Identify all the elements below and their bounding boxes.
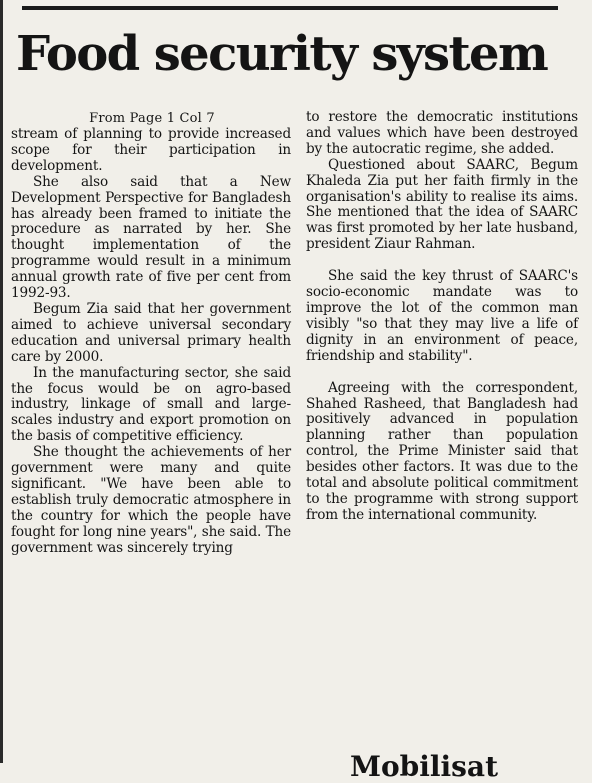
headline: Food security system bbox=[16, 26, 548, 82]
paragraph: to restore the democratic institutions and values which have been destroyed by the autocratic regime, she added. bbox=[306, 109, 578, 157]
paragraph: She also said that a New Development Perspective for Bangladesh has already been framed to initiate the procedure as narrated by her. She thought implementation of the programme would result in a minimum annual growth rate of five per cent from 1992-93. bbox=[11, 173, 291, 302]
article-column-right bbox=[306, 110, 578, 524]
paragraph: stream of planning to provide increased scope for their participation in development. bbox=[11, 126, 291, 174]
paragraph: In the manufacturing sector, she said the focus would be on agro-based industry, linkage of small and large-scales industry and export promotion on the basis of competitive efficiency. bbox=[11, 364, 291, 445]
article-column-left bbox=[11, 111, 291, 556]
paragraph: Questioned about SAARC, Begum Khaleda Zia put her faith firmly in the organisation's ability to realise its aims. She mentioned that the idea of SAARC was first promoted by her late husband, president Ziaur Rahman. bbox=[306, 156, 578, 253]
next-article-headline: Mobilisat bbox=[350, 750, 498, 783]
paragraph: Begum Zia said that her government aimed to achieve universal secondary education and universal primary health care by 2000. bbox=[11, 300, 291, 365]
jump-line: From Page 1 Col 7 bbox=[89, 111, 215, 126]
paragraph: She said the key thrust of SAARC's socio-economic mandate was to improve the lot of the common man visibly "so that they may live a life of dignity in an environment of peace, friendship and stability". bbox=[306, 268, 578, 364]
top-rule bbox=[22, 6, 558, 10]
paragraph: Agreeing with the correspondent, Shahed Rasheed, that Bangladesh had positively advanced in population planning rather than population control, the Prime Minister said that besides other factors. It was due to the total and absolute political commitment to the programme with strong support from the international community. bbox=[306, 379, 578, 523]
paragraph: She thought the achievements of her government were many and quite significant. "We have been able to establish truly democratic atmosphere in the country for which the people have fought for long nine years", she said. The government was sincerely trying bbox=[11, 444, 291, 556]
column-rule bbox=[0, 0, 3, 763]
